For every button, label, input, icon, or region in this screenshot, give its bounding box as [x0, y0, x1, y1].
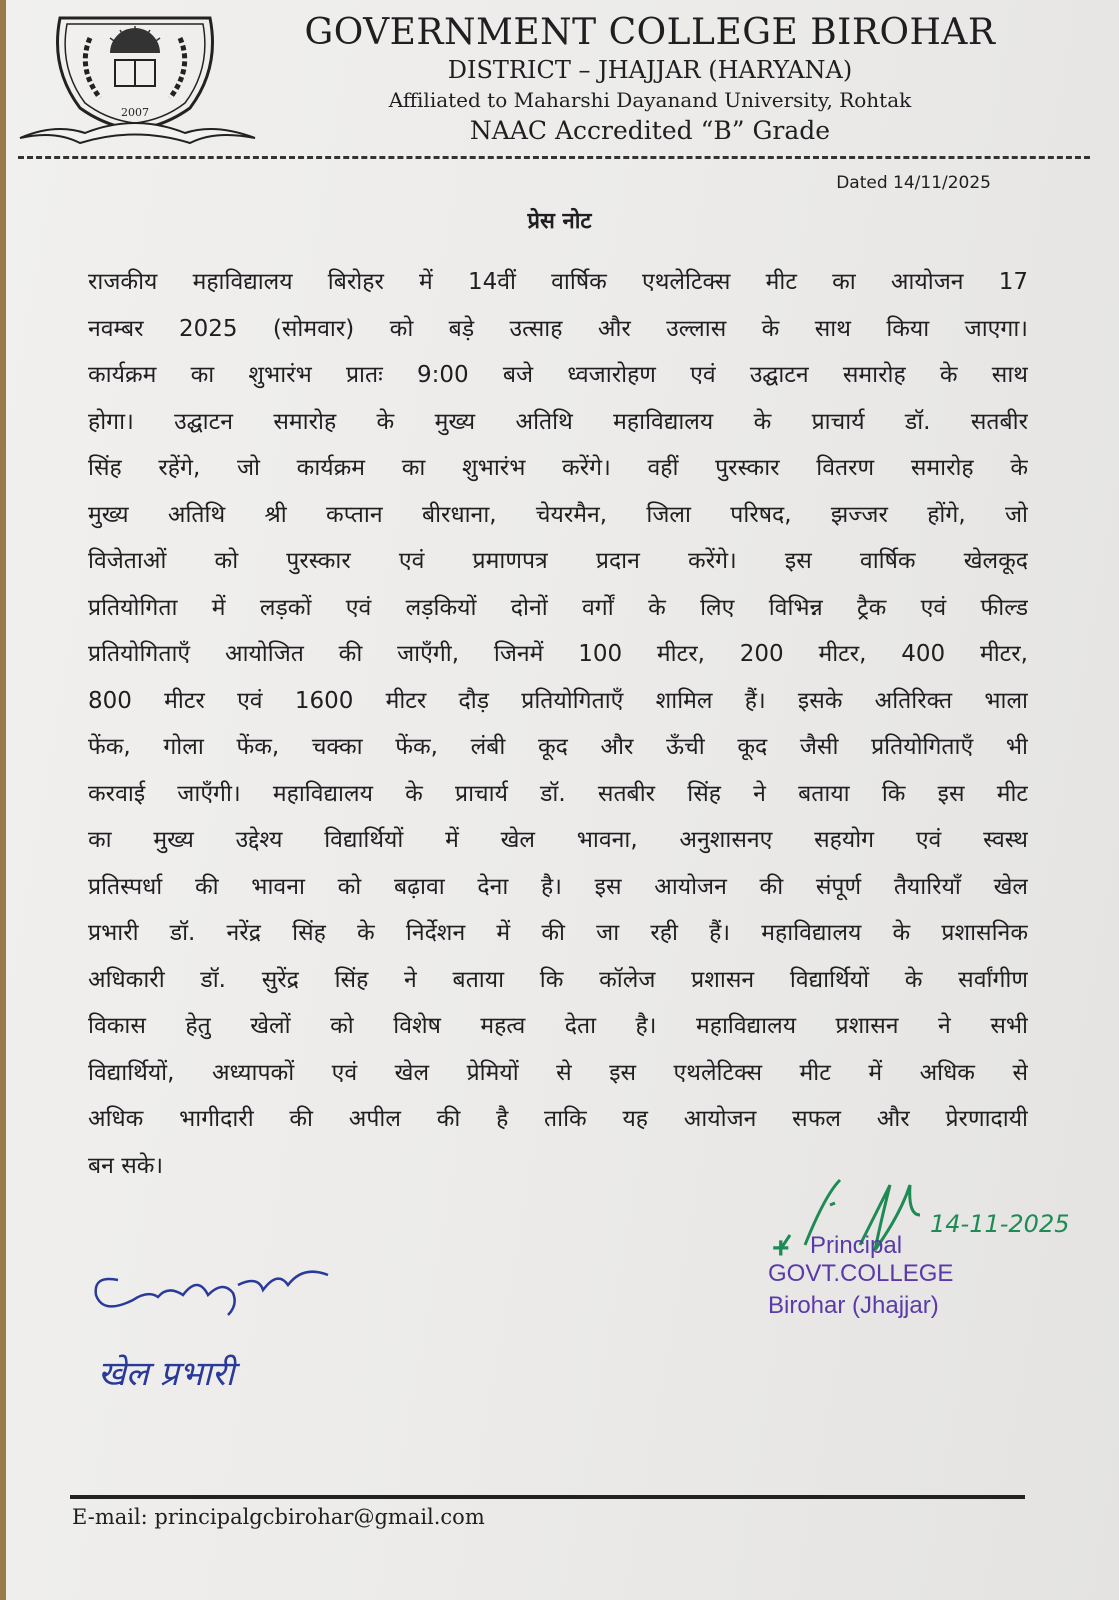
- body-line: विकास हेतु खेलों को विशेष महत्व देता है। महाविद्यालय प्रशासन ने सभी: [88, 1013, 1028, 1039]
- accreditation: NAAC Accredited “B” Grade: [469, 116, 831, 145]
- press-note-title: प्रेस नोट: [527, 209, 592, 234]
- logo-year: 2007: [121, 106, 149, 119]
- body-line: का मुख्य उद्देश्य विद्यार्थियों में खेल भावना, अनुशासनए सहयोग एवं स्वस्थ: [88, 827, 1028, 853]
- body-line: नवम्बर 2025 (सोमवार) को बड़े उत्साह और उल्लास के साथ किया जाएगा।: [88, 315, 1028, 342]
- body-line: विद्यार्थियों, अध्यापकों एवं खेल प्रेमियों से इस एथलेटिक्स मीट में अधिक से: [88, 1059, 1028, 1086]
- body-line: होगा। उद्घाटन समारोह के मुख्य अतिथि महाविद्यालय के प्राचार्य डॉ. सतबीर: [88, 408, 1028, 435]
- district: DISTRICT – JHAJJAR (HARYANA): [447, 56, 853, 84]
- mark-icon: +: [772, 1232, 790, 1265]
- college-logo: [15, 8, 265, 148]
- stamp-title: Principal: [810, 1232, 903, 1259]
- designation: खेल प्रभारी: [98, 1354, 235, 1394]
- sports-incharge-signature: [88, 1255, 348, 1415]
- press-note-body: [88, 262, 1028, 1192]
- body-line: विजेताओं को पुरस्कार एवं प्रमाणपत्र प्रदान करेंगे। इस वार्षिक खेलकूद: [88, 548, 1028, 574]
- header-divider: [18, 156, 1090, 159]
- body-line: अधिकारी डॉ. सुरेंद्र सिंह ने बताया कि कॉलेज प्रशासन विद्यार्थियों के सर्वांगीण: [88, 966, 1028, 993]
- body-line: अधिक भागीदारी की अपील की है ताकि यह आयोजन सफल और प्रेरणादायी: [88, 1106, 1028, 1132]
- body-line: बन सके।: [88, 1152, 164, 1179]
- signature-date: 14-11-2025: [930, 1210, 1070, 1238]
- stamp-college: GOVT.COLLEGE: [768, 1260, 954, 1287]
- body-line: प्रतियोगिता में लड़कों एवं लड़कियों दोनों वर्गों के लिए विभिन्न ट्रैक एवं फील्ड: [88, 594, 1028, 621]
- body-line: सिंह रहेंगे, जो कार्यक्रम का शुभारंभ करेंगे। वहीं पुरस्कार वितरण समारोह के: [88, 455, 1028, 481]
- body-line: कार्यक्रम का शुभारंभ प्रातः 9:00 बजे ध्वजारोहण एवं उद्घाटन समारोह के साथ: [88, 362, 1028, 388]
- footer-email: E-mail: principalgcbirohar@gmail.com: [72, 1505, 485, 1529]
- body-line: प्रतियोगिताएँ आयोजित की जाएँगी, जिनमें 100 मीटर, 200 मीटर, 400 मीटर,: [88, 641, 1028, 667]
- page-edge: [0, 0, 6, 1600]
- body-line: प्रभारी डॉ. नरेंद्र सिंह के निर्देशन में की जा रही हैं। महाविद्यालय के प्रशासनिक: [88, 920, 1028, 946]
- body-line: करवाई जाएँगी। महाविद्यालय के प्राचार्य डॉ. सतबीर सिंह ने बताया कि इस मीट: [88, 780, 1028, 807]
- body-line: राजकीय महाविद्यालय बिरोहर में 14वीं वार्षिक एथलेटिक्स मीट का आयोजन 17: [88, 269, 1028, 295]
- body-line: प्रतिस्पर्धा की भावना को बढ़ावा देना है। इस आयोजन की संपूर्ण तैयारियाँ खेल: [88, 873, 1028, 900]
- affiliation: Affiliated to Maharshi Dayanand University, Rohtak: [388, 88, 912, 112]
- footer-divider: [70, 1495, 1025, 1499]
- date: Dated 14/11/2025: [836, 173, 991, 193]
- college-name: GOVERNMENT COLLEGE BIROHAR: [304, 12, 996, 53]
- stamp-location: Birohar (Jhajjar): [768, 1292, 939, 1319]
- body-line: फेंक, गोला फेंक, चक्का फेंक, लंबी कूद और ऊँची कूद जैसी प्रतियोगिताएँ भी: [88, 734, 1028, 760]
- body-line: मुख्य अतिथि श्री कप्तान बीरधाना, चेयरमैन, जिला परिषद, झज्जर होंगे, जो: [88, 501, 1028, 528]
- body-line: 800 मीटर एवं 1600 मीटर दौड़ प्रतियोगिताएँ शामिल हैं। इसके अतिरिक्त भाला: [88, 687, 1028, 714]
